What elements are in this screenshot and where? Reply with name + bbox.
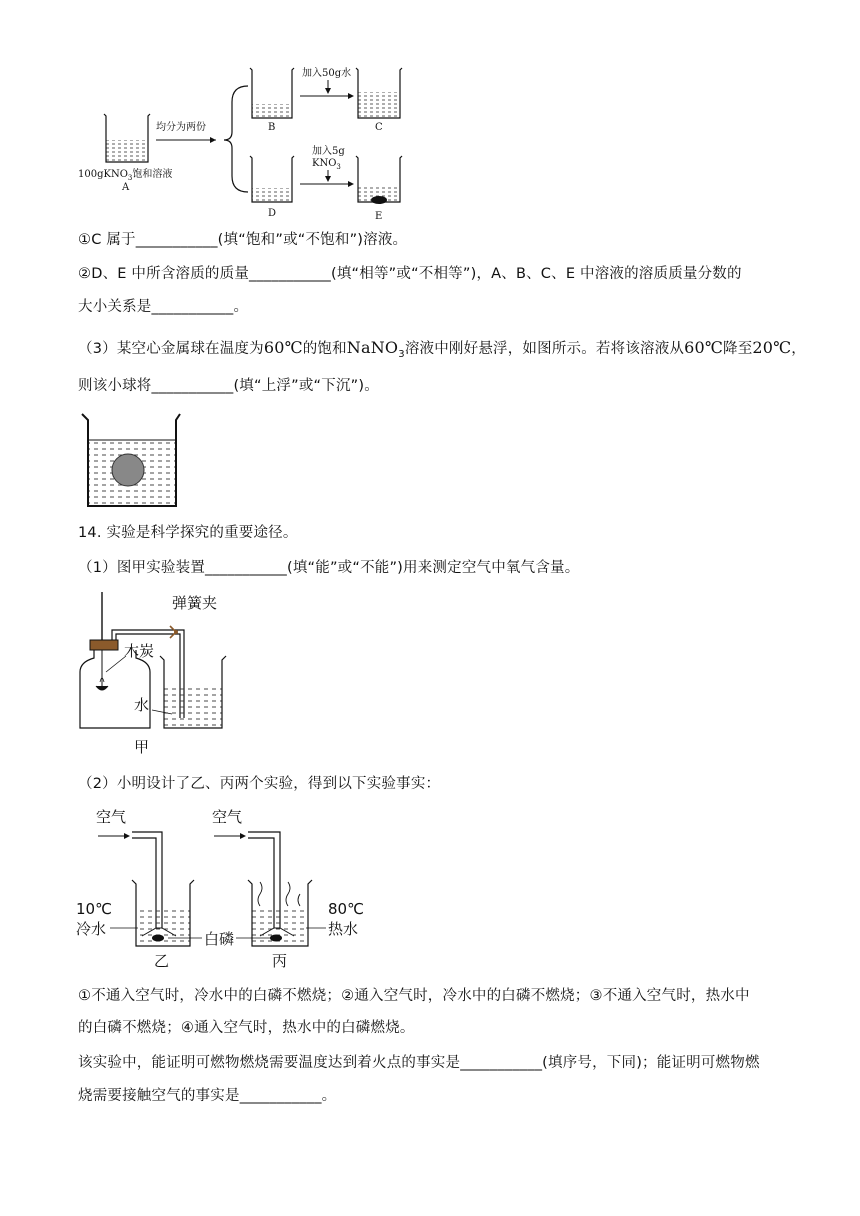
- charcoal-label: 木炭: [124, 642, 155, 660]
- undissolved-solid: [371, 196, 387, 204]
- yi-label: 乙: [154, 952, 170, 970]
- beaker-d: [250, 156, 294, 202]
- white-phosphorus-hot: [270, 935, 282, 942]
- beaker-b-label: B: [268, 122, 276, 133]
- beaker-c-label: C: [375, 122, 383, 133]
- q13-item2-line2: 大小关系是___________。: [78, 299, 249, 315]
- metal-ball: [112, 454, 144, 486]
- beaker-a-solution-label: 100gKNO$_3$饱和溶液: [78, 169, 173, 182]
- air-label-right: 空气: [212, 808, 243, 826]
- beaker-e: [356, 156, 402, 204]
- beaker-b: [250, 68, 294, 118]
- brace: [224, 86, 248, 192]
- beaker-a-label: A: [122, 182, 130, 193]
- floating-ball-figure: [78, 410, 184, 512]
- charcoal: [96, 686, 108, 690]
- air-label-left: 空气: [96, 808, 127, 826]
- q13-item1: ①C 属于___________(填“饱和”或“不饱和”)溶液。: [78, 232, 408, 248]
- split-label: 均分为两份: [156, 122, 206, 133]
- apparatus-yi-bing-figure: [76, 806, 376, 972]
- cold-water-label: 冷水: [76, 920, 107, 938]
- cold-temp-label: 10℃: [76, 900, 112, 918]
- steam-icon: [258, 882, 262, 906]
- gas-bottle: [80, 650, 150, 728]
- q14-item1: （1）图甲实验装置___________(填“能”或“不能”)用来测定空气中氧气含量。: [78, 560, 580, 576]
- beaker-c: [356, 68, 402, 118]
- q14-item2: （2）小明设计了乙、丙两个实验，得到以下实验事实：: [78, 776, 441, 792]
- apparatus-jia-figure: [76, 590, 276, 760]
- q14-facts-line2: 的白磷不燃烧；④通入空气时，热水中的白磷燃烧。: [78, 1020, 415, 1036]
- kno3-dilution-figure: [70, 62, 410, 230]
- q14-title: 14. 实验是科学探究的重要途径。: [78, 525, 298, 541]
- hot-water-label: 热水: [328, 920, 359, 938]
- add-water-label: 加入50g水: [302, 68, 352, 79]
- add-kno3-label-1: 加入5g: [312, 146, 345, 157]
- beaker-d-label: D: [268, 208, 277, 219]
- q13-item3-line2: 则该小球将___________(填“上浮”或“下沉”)。: [78, 378, 379, 394]
- q13-item3-line1: （3）某空心金属球在温度为60℃的饱和NaNO$_3$溶液中刚好悬浮，如图所示。若将该溶液从60℃降至20℃，: [78, 338, 806, 360]
- q13-item2-line1: ②D、E 中所含溶质的质量___________(填“相等”或“不相等”)，A、B、C、E 中溶液的溶质质量分数的: [78, 266, 742, 282]
- clamp-label: 弹簧夹: [172, 594, 218, 612]
- add-kno3-label-2: $KNO_3$: [312, 158, 341, 171]
- hot-temp-label: 80℃: [328, 900, 364, 918]
- water-label: 水: [134, 696, 150, 714]
- q14-conclusion-line2: 烧需要接触空气的事实是___________。: [78, 1088, 337, 1104]
- beaker-e-label: E: [375, 211, 383, 222]
- white-phosphorus-label: 白磷: [204, 930, 235, 948]
- beaker-a: [104, 114, 150, 162]
- stopper: [90, 640, 118, 650]
- q14-conclusion-line1: 该实验中，能证明可燃物燃烧需要温度达到着火点的事实是___________(填序号，下同)；能证明可燃物燃: [78, 1055, 760, 1071]
- q14-facts-line1: ①不通入空气时，冷水中的白磷不燃烧；②通入空气时，冷水中的白磷不燃烧；③不通入空气时，热水中: [78, 988, 750, 1004]
- jia-label: 甲: [134, 738, 150, 756]
- white-phosphorus-cold: [152, 935, 164, 942]
- bing-label: 丙: [272, 952, 288, 970]
